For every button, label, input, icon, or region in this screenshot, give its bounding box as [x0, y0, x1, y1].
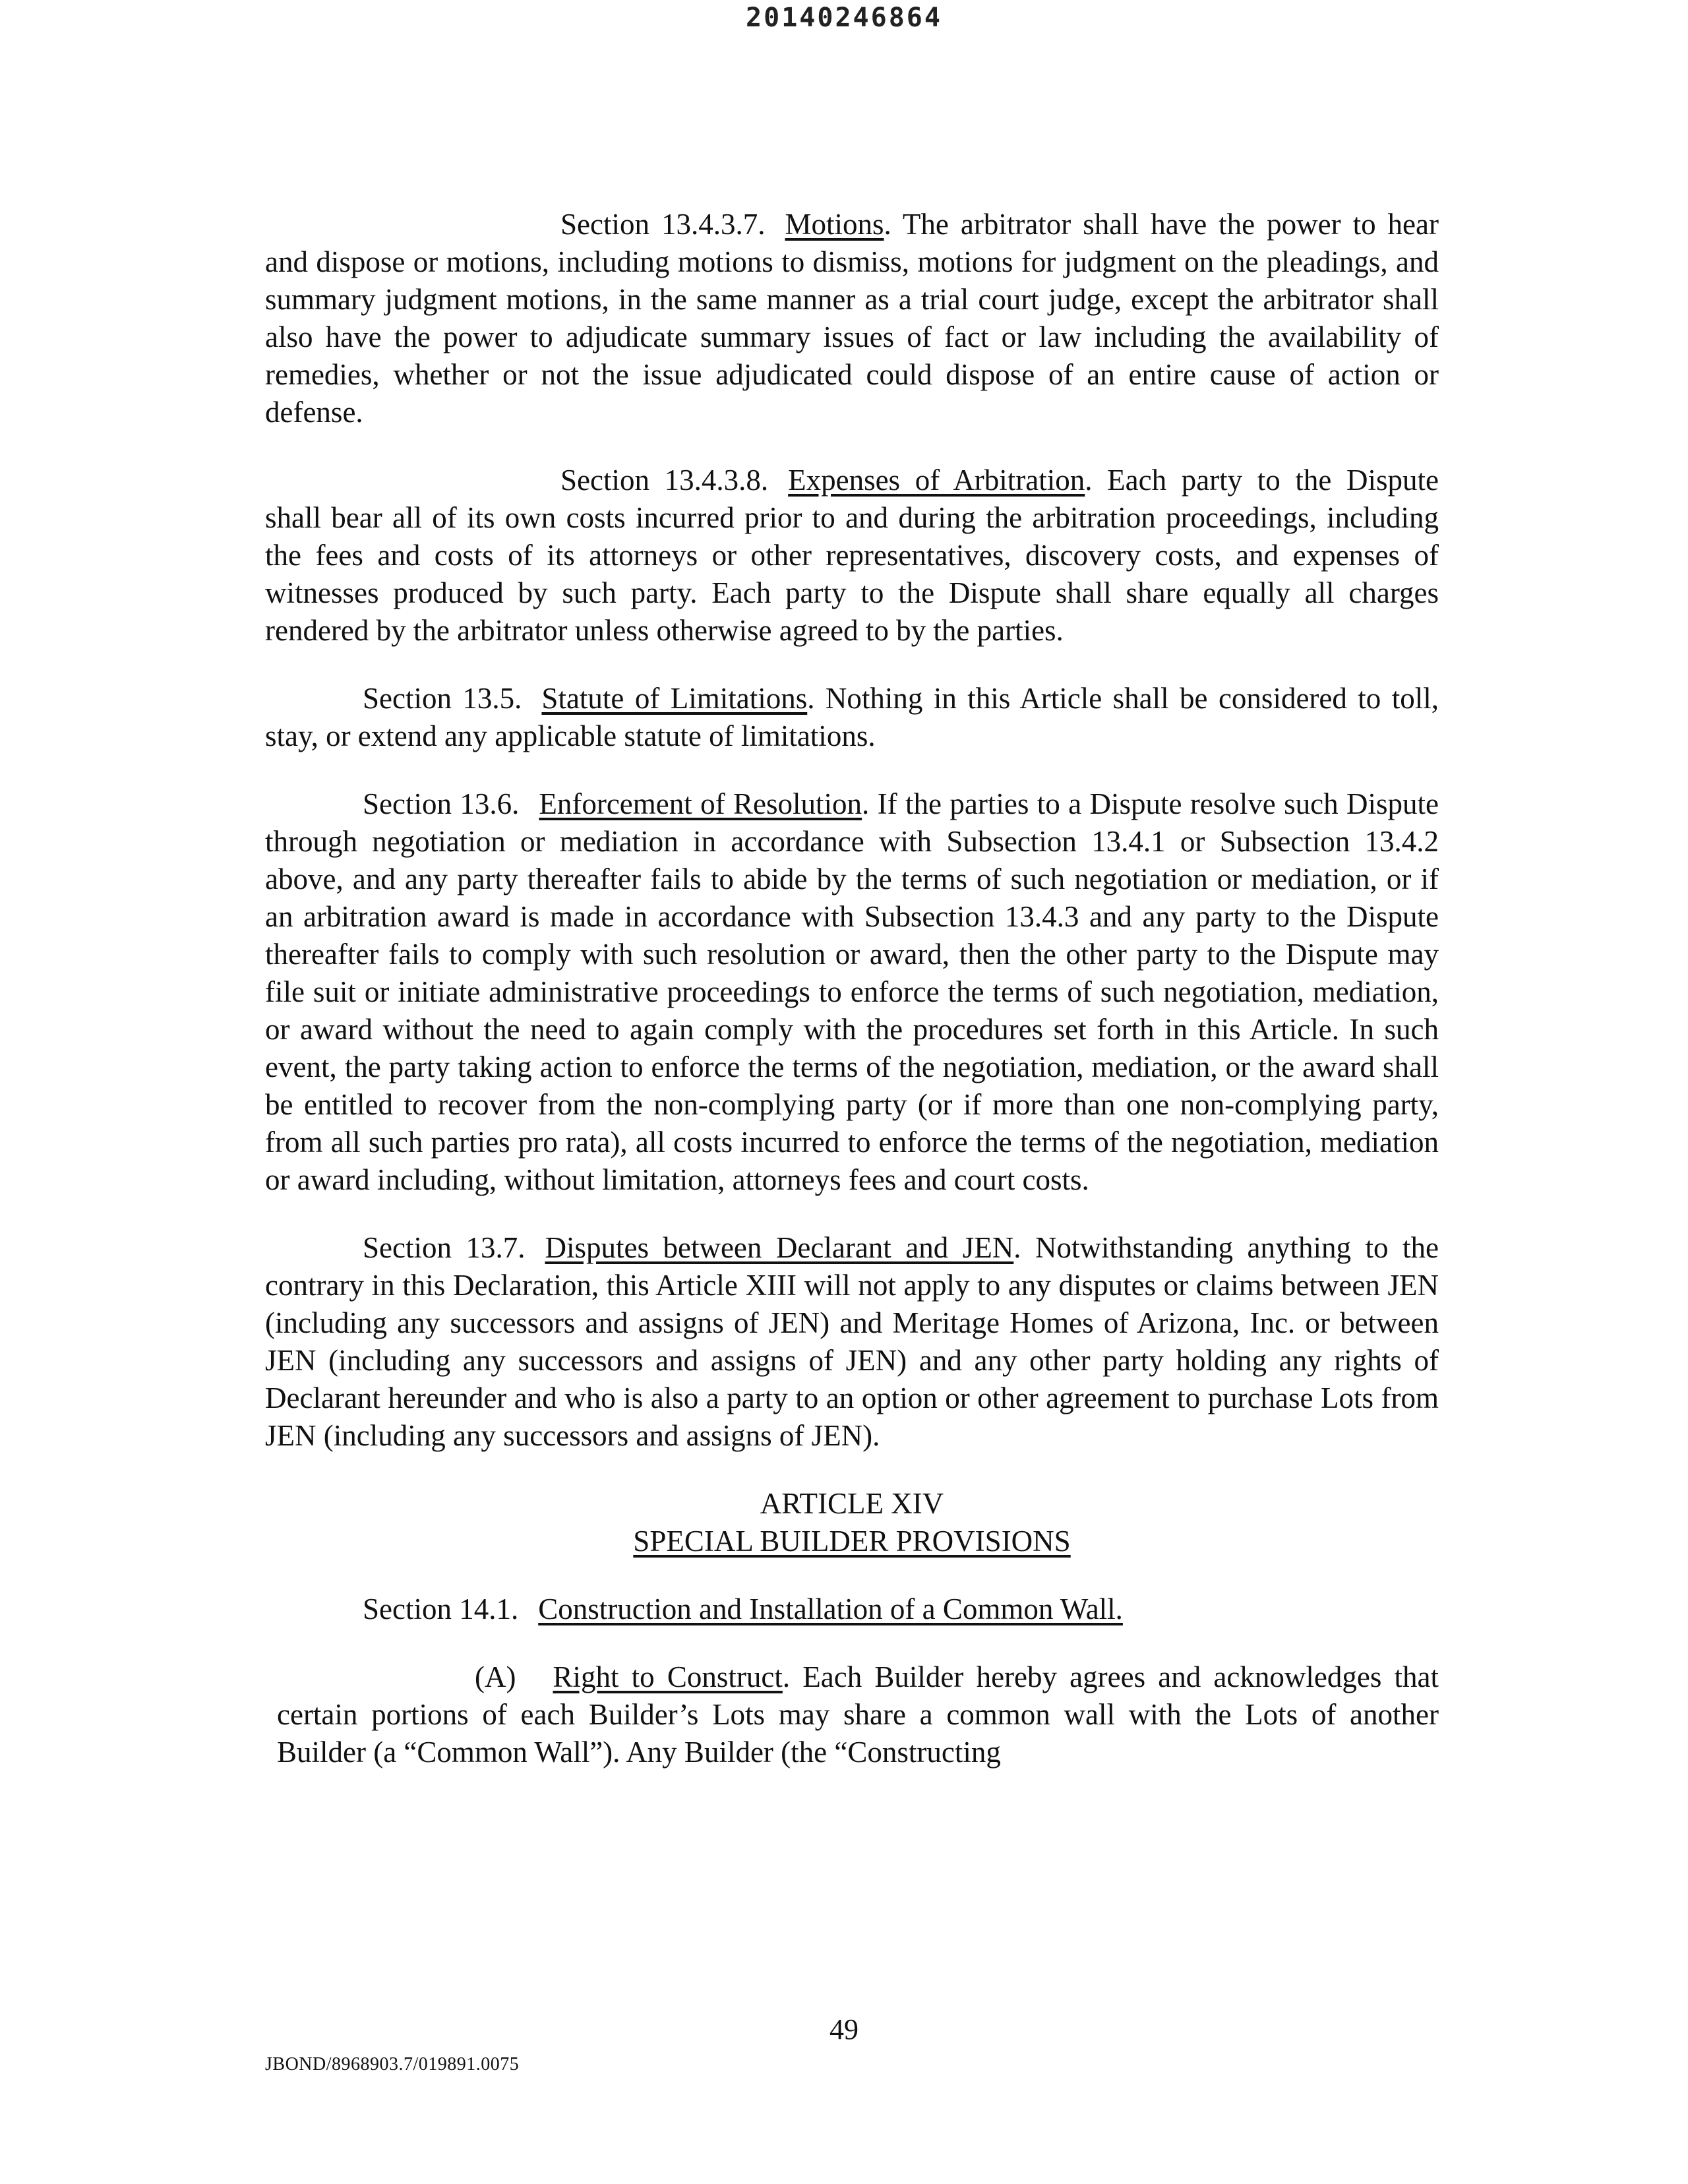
article-title: SPECIAL BUILDER PROVISIONS [633, 1525, 1071, 1558]
section-text: . The arbitrator shall have the power to hear and dispose or motions, including motions to dismiss, motions for judgment on the pleadings, and summary judgment motions, in the same manner as a trial court judge, except the arbitrator shall also have the power to adjudicate summary issues of fact or law including the availability of remedies, whether or not the issue adjudicated could dispose of an entire cause of action or defense. [265, 208, 1439, 429]
section-13-5 [265, 680, 1439, 755]
section-13-7 [265, 1229, 1439, 1455]
section-title: Statute of Limitations [541, 682, 808, 715]
recording-number: 20140246864 [746, 3, 942, 33]
section-13-6 [265, 785, 1439, 1199]
article-heading: ARTICLE XIV [760, 1487, 944, 1520]
section-title: Motions [785, 208, 884, 241]
section-number: Section 13.6. [363, 787, 520, 820]
section-number: Section 13.4.3.8. [560, 464, 769, 497]
section-title: Construction and Installation of a Common Wall. [538, 1592, 1123, 1625]
section-title: Enforcement of Resolution [539, 787, 862, 820]
section-text: . Notwithstanding anything to the contrary in this Declaration, this Article XIII will not apply to any disputes or claims between JEN (including any successors and assigns of JEN) and Meritage Homes of Arizona, Inc. or between JEN (including any successors and assigns of JEN) and any other party holding any rights of Declarant hereunder and who is also a party to an option or other agreement to purchase Lots from JEN (including any successors and assigns of JEN). [265, 1231, 1439, 1452]
section-number: Section 13.4.3.7. [560, 208, 766, 241]
section-number: Section 13.5. [363, 682, 522, 715]
section-title: Expenses of Arbitration [788, 464, 1085, 497]
section-number: Section 13.7. [363, 1231, 526, 1264]
section-text: . If the parties to a Dispute resolve such Dispute through negotiation or mediation in accordance with Subsection 13.4.1 or Subsection 13.4.2 above, and any party thereafter fails to abide by the terms of such negotiation or mediation, or if an arbitration award is made in accordance with Subsection 13.4.3 and any party to the Dispute thereafter fails to comply with such resolution or award, then the other party to the Dispute may file suit or initiate administrative proceedings to enforce the terms of such negotiation, mediation, or award without the need to again comply with the procedures set forth in this Article. In such event, the party taking action to enforce the terms of the negotiation, mediation, or the award shall be entitled to recover from the non-complying party (or if more than one non-complying party, from all such parties pro rata), all costs incurred to enforce the terms of the negotiation, mediation or award including, without limitation, attorneys fees and court costs. [265, 787, 1439, 1196]
section-text: . Nothing in this Article shall be considered to toll, stay, or extend any applicable statute of limitations. [265, 682, 1439, 752]
subsection-label: (A) [475, 1660, 516, 1693]
section-14-1 [265, 1591, 1439, 1628]
subsection-title: Right to Construct [553, 1660, 783, 1693]
subsection-a [265, 1658, 1439, 1771]
section-13-4-3-8 [265, 462, 1439, 650]
document-body [265, 206, 1439, 1771]
section-text: . Each party to the Dispute shall bear all of its own costs incurred prior to and during the arbitration proceedings, including the fees and costs of its attorneys or other representatives, discovery costs, and expenses of witnesses produced by such party. Each party to the Dispute shall share equally all charges rendered by the arbitrator unless otherwise agreed to by the parties. [265, 464, 1439, 647]
subsection-text: . Each Builder hereby agrees and acknowledges that certain portions of each Builder’s Lots may share a common wall with the Lots of another Builder (a “Common Wall”). Any Builder (the “Constructing [277, 1660, 1439, 1769]
article-title-line [265, 1523, 1439, 1560]
document-id: JBOND/8968903.7/019891.0075 [265, 2054, 520, 2075]
section-number: Section 14.1. [363, 1592, 519, 1625]
section-title: Disputes between Declarant and JEN [545, 1231, 1014, 1264]
section-13-4-3-7 [265, 206, 1439, 431]
page-number: 49 [829, 2013, 859, 2046]
